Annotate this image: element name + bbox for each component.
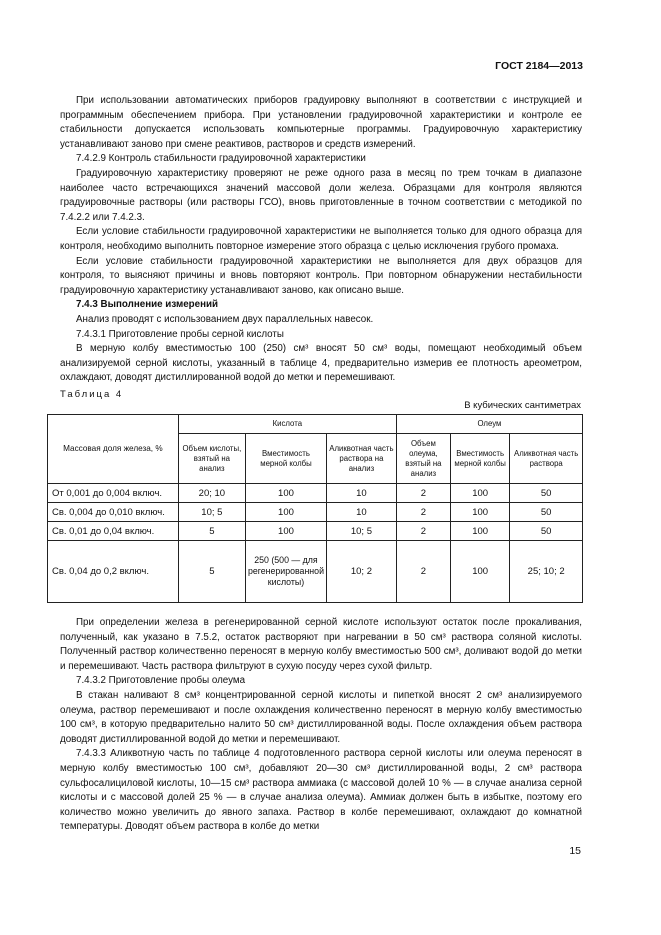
- table-caption: Таблица 4: [60, 389, 124, 400]
- text-block-bottom: [60, 616, 582, 835]
- section-heading: 7.4.2.9 Контроль стабильности градуировочной характеристики: [76, 153, 366, 165]
- table-cell: От 0,001 до 0,004 включ.: [48, 484, 179, 503]
- table-cell: 100: [450, 522, 509, 541]
- section-heading: 7.4.3.2 Приготовление пробы олеума: [76, 675, 246, 687]
- paragraph: Если условие стабильности градуировочной характеристики не выполняется для двух образцов для контроля, то выясняют причины и вновь повторяют контроль. При повторном обнаружении нестабильности градуировочную характеристику устанавливают заново, как описано выше.: [60, 255, 582, 296]
- table-cell: 100: [450, 503, 509, 522]
- paragraph: В мерную колбу вместимостью 100 (250) см³ вносят 50 см³ воды, помещают необходимый объем анализируемой серной кислоты, указанный в таблице 4, предварительно измерив ее плотность ареометром, охлаждают, доводят дистиллированной водой до метки и перемешивают.: [60, 343, 582, 384]
- document-header: ГОСТ 2184—2013: [495, 60, 583, 72]
- table-row: [48, 503, 583, 522]
- table-units: В кубических сантиметрах: [464, 400, 581, 411]
- table-cell: 2: [396, 484, 450, 503]
- table-cell: 2: [396, 522, 450, 541]
- table-cell: 5: [178, 522, 245, 541]
- table-cell: 100: [245, 522, 326, 541]
- table-cell: 100: [450, 484, 509, 503]
- paragraph: Если условие стабильности градуировочной характеристики не выполняется только для одного образца для контроля, необходимо выполнить повторное измерение этого образца с целью исключения грубого промаха.: [60, 226, 582, 252]
- table-cell: 10; 5: [178, 503, 245, 522]
- table-cell: 100: [245, 503, 326, 522]
- table-cell: 10; 5: [326, 522, 396, 541]
- table-cell: 10: [326, 484, 396, 503]
- header-acid-volume: Объем кислоты, взятый на анализ: [178, 434, 245, 484]
- table-row: [48, 541, 583, 603]
- paragraph: При определении железа в регенерированной серной кислоте используют остаток после прокаливания, полученный, как указано в 7.5.2, остаток растворяют при нагревании в 50 см³ раствора соляной кислоты. Полученный раствор количественно переносят в мерную колбу вместимостью 500 см³, доливают водой до метки и перемешивают. Часть раствора фильтруют в сухую посуду через сухой фильтр.: [60, 617, 582, 672]
- header-acid-aliquot: Аликвотная часть раствора на анализ: [326, 434, 396, 484]
- header-acid: Кислота: [178, 415, 396, 434]
- table-cell: 10; 2: [326, 541, 396, 603]
- header-acid-flask: Вместимость мерной колбы: [245, 434, 326, 484]
- table-cell: 100: [245, 484, 326, 503]
- table-cell: Св. 0,01 до 0,04 включ.: [48, 522, 179, 541]
- table-row: [48, 484, 583, 503]
- table-row: [48, 522, 583, 541]
- table-cell: 50: [510, 484, 583, 503]
- page-number: 15: [569, 845, 581, 857]
- table-cell: Св. 0,004 до 0,010 включ.: [48, 503, 179, 522]
- table-cell: 10: [326, 503, 396, 522]
- table-cell: 100: [450, 541, 509, 603]
- paragraph: В стакан наливают 8 см³ концентрированной серной кислоты и пипеткой вносят 2 см³ анализируемого олеума, раствор перемешивают и после охлаждения количественно переносят в мерную колбу вместимостью 100 см³, в которую предварительно налито 50 см³ дистиллированной воды. После охлаждения объем раствора доводят дистиллированной водой до метки и перемешивают.: [60, 689, 582, 745]
- table-cell: 2: [396, 503, 450, 522]
- table-cell: Св. 0,04 до 0,2 включ.: [48, 541, 179, 603]
- text-block-top: [60, 94, 582, 386]
- table-cell: 50: [510, 503, 583, 522]
- table-4: [47, 414, 583, 603]
- table-cell: 50: [510, 522, 583, 541]
- header-oleum: Олеум: [396, 415, 582, 434]
- header-oleum-flask: Вместимость мерной колбы: [450, 434, 509, 484]
- table-cell: 25; 10; 2: [510, 541, 583, 603]
- table-cell: 2: [396, 541, 450, 603]
- table-cell: 5: [178, 541, 245, 603]
- paragraph: Анализ проводят с использованием двух параллельных навесок.: [76, 313, 374, 325]
- paragraph: Градуировочную характеристику проверяют не реже одного раза в месяц по трем точкам в диапазоне наиболее часто встречающихся значений массовой доли железа. Образцами для контроля являются градуировочные растворы (или растворы ГСО), вновь приготовленные в точном соответствии с методикой по 7.4.2.2 или 7.4.2.3.: [60, 167, 582, 223]
- header-oleum-aliquot: Аликвотная часть раствора: [510, 434, 583, 484]
- paragraph: При использовании автоматических приборов градуировку выполняют в соответствии с инструкцией и программным обеспечением прибора. При установлении градуировочной характеристики и контроле ее стабильности допускается использовать компьютерные программы. Градуировочную характеристику устанавливают заново при смене реактивов, растворов и средств измерений.: [60, 95, 582, 150]
- section-heading: 7.4.3 Выполнение измерений: [76, 299, 219, 311]
- table-cell: 250 (500 — для регенерированной кислоты): [245, 541, 326, 603]
- header-mass-fraction: Массовая доля железа, %: [48, 415, 179, 484]
- paragraph: 7.4.3.3 Аликвотную часть по таблице 4 подготовленного раствора серной кислоты или олеума переносят в мерную колбу вместимостью 100 см³, добавляют 20—30 см³ дистиллированной воды, 2 см³ раствора сульфосалициловой кислоты, 10—15 см³ раствора аммиака (с массовой долей 10 % — в случае анализа серной кислоты и с массовой долей 25 % — в случае анализа олеума). Аммиак должен быть в избытке, поэтому его количество можно увеличить до явного запаха. Раствор в колбе перемешивают, охлаждают до комнатной температуры. Доводят объем раствора в колбе до метки: [60, 748, 582, 833]
- section-heading: 7.4.3.1 Приготовление пробы серной кислоты: [76, 328, 284, 340]
- header-oleum-volume: Объем олеума, взятый на анализ: [396, 434, 450, 484]
- table-cell: 20; 10: [178, 484, 245, 503]
